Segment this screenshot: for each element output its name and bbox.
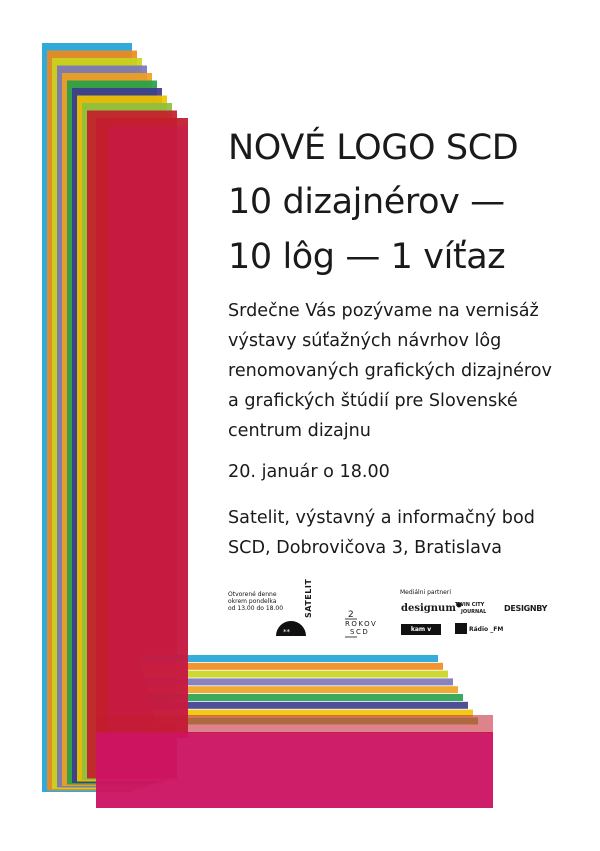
invitation-line: výstavy súťažných návrhov lôg — [228, 331, 502, 351]
opening-hours-line: okrem pondelka — [228, 598, 277, 605]
invitation-line: centrum dizajnu — [228, 421, 371, 441]
l-magenta-body — [108, 126, 188, 734]
anniversary-line1: ROKOV — [345, 620, 378, 628]
l-stripe-horizontal — [152, 702, 468, 709]
satelit-stars-icon: ** — [283, 628, 290, 636]
opening-hours-line: od 13.00 do 18.00 — [228, 605, 284, 612]
kam-v-meste-logo: kam v mesta — [401, 624, 441, 635]
satelit-dome-icon — [276, 621, 306, 636]
anniversary-number: 2 — [348, 610, 354, 620]
invitation-line: Srdečne Vás pozývame na vernisáž — [228, 301, 539, 321]
event-date: 20. január o 18.00 — [228, 462, 390, 482]
twin-city-logo-bottom: JOURNAL — [461, 609, 487, 615]
l-stripe-horizontal — [144, 671, 448, 678]
l-stripe-horizontal — [146, 678, 453, 685]
designby-logo: DESIGNBY — [504, 604, 548, 613]
opening-hours-line: Otvorené denne — [228, 591, 277, 598]
satelit-logo-word: SATELIT — [304, 578, 313, 618]
l-stripe-horizontal — [148, 686, 458, 693]
radio-fm-square-icon — [455, 623, 467, 634]
invitation-line: a grafických štúdií pre Slovenské — [228, 391, 518, 411]
media-partners-heading: Mediálni partneri — [400, 589, 451, 596]
venue-line: SCD, Dobrovičova 3, Bratislava — [228, 538, 503, 558]
poster-subtitle-2: 10 lôg — 1 víťaz — [228, 237, 506, 277]
anniversary-line2: SCD — [350, 628, 370, 636]
twin-city-logo-top: TWIN CITY — [455, 602, 485, 608]
radio-fm-logo: Rádio _FM — [469, 626, 504, 633]
poster-title: NOVÉ LOGO SCD — [228, 128, 519, 168]
designum-logo: designum — [401, 603, 456, 614]
l-magenta-foot — [96, 732, 493, 808]
venue-line: Satelit, výstavný a informačný bod — [228, 508, 535, 528]
l-red-band — [96, 715, 493, 733]
invitation-line: renomovaných grafických dizajnérov — [228, 361, 552, 381]
l-stripe-horizontal — [150, 694, 463, 701]
poster-subtitle-1: 10 dizajnérov — — [228, 182, 505, 222]
